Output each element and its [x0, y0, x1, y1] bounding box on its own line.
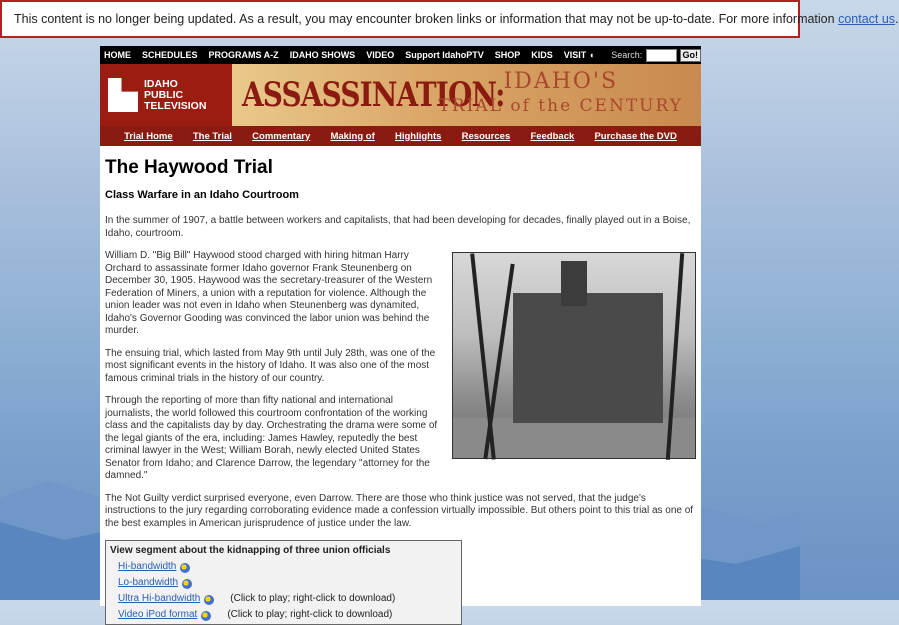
nav-video[interactable]: VIDEO: [366, 50, 395, 60]
banner-subtitle: IDAHO'S TRIAL of the CENTURY: [438, 69, 683, 116]
nav-kids[interactable]: KIDS: [531, 50, 553, 60]
paragraph-verdict: The Not Guilty verdict surprised everyone, even Darrow. There are those who think justice was not served, that the judge's instructions to the jury regarding corroborating evidence made a confession virtually impossible. But others point to this trial as one of the best examples in American jurisprudence of justice under the law.: [105, 492, 694, 529]
banner-title-art: [232, 64, 701, 126]
nav-shop[interactable]: SHOP: [494, 50, 521, 60]
courthouse-photo: [452, 252, 696, 459]
play-hint: (Click to play; right-click to download): [227, 609, 393, 621]
top-nav: [100, 46, 701, 64]
video-link-row: [110, 576, 457, 592]
subnav-commentary[interactable]: Commentary: [252, 130, 311, 142]
nav-home[interactable]: HOME: [104, 50, 131, 60]
subnav-resources[interactable]: Resources: [461, 130, 511, 142]
lo-bandwidth-link[interactable]: Lo-bandwidth: [118, 577, 179, 589]
hi-bandwidth-link[interactable]: Hi-bandwidth: [118, 561, 177, 573]
nav-idaho-shows[interactable]: IDAHO SHOWS: [289, 50, 356, 60]
page-title: The Haywood Trial: [105, 157, 273, 178]
nav-support[interactable]: Support IdahoPTV: [405, 50, 484, 60]
paragraph-haywood: William D. "Big Bill" Haywood stood charged with hiring hitman Harry Orchard to assassinate former Idaho governor Frank Steunenberg on December 30, 1905. Haywood was the secretary-treasurer of the Western Federation of Miners, a union with a reputation for violence. Although the union leader was not even in Idaho when Steunenberg was dynamited, Idaho's Governor Gooding was convinced the labor union was behind the murder.: [105, 250, 433, 336]
page-container: [100, 46, 701, 621]
quicktime-icon: [182, 579, 192, 589]
quicktime-icon: [180, 563, 190, 573]
quicktime-icon: [204, 595, 214, 605]
video-box-title: View segment about the kidnapping of three union officials: [110, 545, 391, 556]
paragraph-journalists: Through the reporting of more than fifty national and international journalists, the world followed this courtroom confrontation of the working class and the capitalists day by day. Orchestrating the drama were some of the legal giants of the era, including: James Hawley, reputedly the best criminal lawyer in the West; William Borah, newly elected United States Senator from Idaho; and Clarence Darrow, the legendary "attorney for the damned.": [105, 395, 438, 481]
notice-text: This content is no longer being updated. As a result, you may encounter broken links or information that may not be up-to-date. For more information: [14, 12, 835, 26]
article-content: [100, 146, 701, 625]
subnav-making-of[interactable]: Making of: [330, 130, 375, 142]
idaho-ptv-logo[interactable]: IDAHO PUBLIC TELEVISION: [100, 64, 232, 126]
subnav-trial-home[interactable]: Trial Home: [124, 130, 173, 142]
search-input[interactable]: [646, 49, 676, 62]
paragraph-trial: The ensuing trial, which lasted from May 9th until July 28th, was one of the most significant events in the history of Idaho. It was also one of the most famous criminal trials in the history of our country.: [105, 347, 436, 384]
play-hint: (Click to play; right-click to download): [230, 593, 396, 605]
subnav-the-trial[interactable]: The Trial: [192, 130, 232, 142]
quicktime-icon: [201, 611, 211, 621]
idaho-state-icon: [108, 78, 138, 112]
sub-nav: [100, 126, 701, 146]
ultra-hi-bandwidth-link[interactable]: Ultra Hi-bandwidth: [118, 593, 201, 605]
search-label: Search:: [611, 50, 643, 60]
banner-title: ASSASSINATION:: [242, 75, 505, 115]
video-link-row: [110, 592, 457, 608]
banner: [100, 64, 701, 126]
nav-visit[interactable]: VISIT ◖: [563, 50, 595, 60]
speaker-icon: ◖: [588, 50, 595, 60]
contact-us-link[interactable]: contact us: [838, 12, 896, 26]
nav-schedules[interactable]: SCHEDULES: [142, 50, 198, 60]
video-segment-box: [105, 540, 462, 625]
page-subtitle: Class Warfare in an Idaho Courtroom: [105, 188, 299, 201]
deprecation-notice: This content is no longer being updated. As a result, you may encounter broken links or information that may not be up-to-date. For more information contact us.: [0, 0, 800, 38]
ipod-format-link[interactable]: Video iPod format: [118, 609, 198, 621]
video-link-row: [110, 560, 457, 576]
video-link-row: [110, 608, 457, 624]
subnav-feedback[interactable]: Feedback: [530, 130, 575, 142]
subnav-purchase-dvd[interactable]: Purchase the DVD: [594, 130, 677, 142]
search-go-button[interactable]: Go!: [680, 49, 702, 62]
subnav-highlights[interactable]: Highlights: [394, 130, 442, 142]
nav-programs-a-z[interactable]: PROGRAMS A-Z: [208, 50, 279, 60]
paragraph-intro: In the summer of 1907, a battle between workers and capitalists, that had been developing for decades, finally played out in a Boise, Idaho, courtroom.: [105, 215, 691, 239]
